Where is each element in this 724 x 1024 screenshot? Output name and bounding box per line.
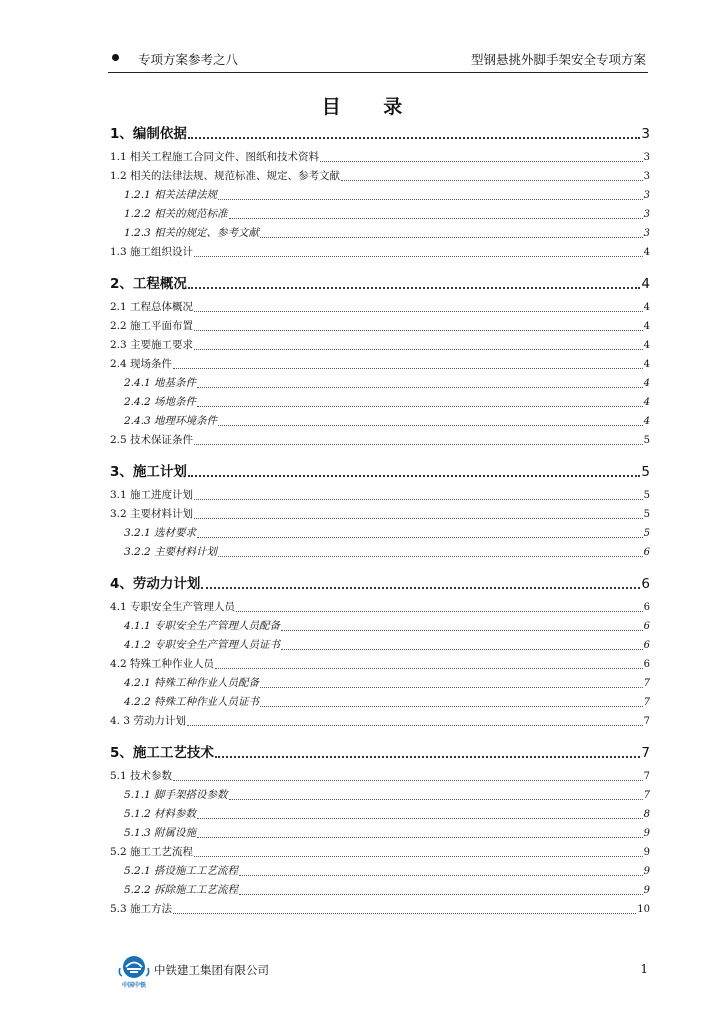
bullet-icon <box>112 54 119 61</box>
company-name: 中铁建工集团有限公司 <box>154 963 269 977</box>
toc-entry-label: 1.3 施工组织设计 <box>110 246 194 258</box>
dot-leader <box>218 425 643 426</box>
toc-entry-level-2[interactable] <box>110 600 650 615</box>
toc-entry-page: 4 <box>643 359 650 370</box>
toc-entry-label: 4.2.1 特殊工种作业人员配备 <box>124 677 260 689</box>
toc-entry-level-3[interactable] <box>110 188 650 203</box>
toc-entry-level-2[interactable] <box>110 657 650 672</box>
dot-leader <box>236 611 643 612</box>
toc-entry-label: 1.2.1 相关法律法规 <box>124 189 218 201</box>
dot-leader <box>187 725 643 726</box>
dot-leader <box>194 499 643 500</box>
toc-entry-label: 1.1 相关工程施工合同文件、图纸和技术资料 <box>110 151 320 163</box>
toc-entry-page: 5 <box>641 464 650 480</box>
dot-leader <box>320 161 643 162</box>
toc-entry-label: 2.1 工程总体概况 <box>110 301 194 313</box>
toc-entry-label: 4、劳动力计划 <box>110 576 201 592</box>
toc-entry-level-3[interactable] <box>110 207 650 222</box>
page-header <box>108 50 648 73</box>
toc-entry-label: 1.2.2 相关的规范标准 <box>124 208 228 220</box>
toc-entry-level-2[interactable] <box>110 902 650 917</box>
dot-leader <box>194 444 643 445</box>
svg-text:中国中铁: 中国中铁 <box>121 982 147 989</box>
toc-entry-label: 2.5 技术保证条件 <box>110 434 194 446</box>
toc-entry-page: 3 <box>643 190 650 201</box>
dot-leader <box>188 287 641 289</box>
toc-entry-page: 3 <box>643 209 650 220</box>
toc-entry-label: 5.1.2 材料参数 <box>124 808 197 820</box>
toc-entry-level-2[interactable] <box>110 300 650 315</box>
toc-entry-page: 5 <box>643 435 650 446</box>
toc-entry-page: 6 <box>643 602 650 613</box>
toc-entry-page: 4 <box>643 416 650 427</box>
toc-entry-label: 2.2 施工平面布置 <box>110 320 194 332</box>
dot-leader <box>201 587 640 589</box>
toc-entry-label: 1、编制依据 <box>110 126 187 142</box>
dot-leader <box>194 311 643 312</box>
toc-entry-level-3[interactable] <box>110 676 650 691</box>
dot-leader <box>197 387 643 388</box>
toc-entry-label: 2.4.3 地理环境条件 <box>124 415 218 427</box>
toc-entry-level-3[interactable] <box>110 788 650 803</box>
toc-entry-label: 5.1.1 脚手架搭设参数 <box>124 789 228 801</box>
toc-entry-level-2[interactable] <box>110 150 650 165</box>
toc-entry-page: 5 <box>643 490 650 501</box>
toc-entry-level-3[interactable] <box>110 826 650 841</box>
toc-entry-label: 3.1 施工进度计划 <box>110 489 194 501</box>
toc-entry-page: 4 <box>643 302 650 313</box>
toc-entry-page: 7 <box>643 678 650 689</box>
toc-entry-level-3[interactable] <box>110 376 650 391</box>
toc-entry-level-3[interactable] <box>110 619 650 634</box>
dot-leader <box>239 894 643 895</box>
toc-entry-level-2[interactable] <box>110 507 650 522</box>
toc-entry-level-3[interactable] <box>110 695 650 710</box>
dot-leader <box>188 137 641 139</box>
toc-entry-label: 5、施工工艺技术 <box>110 745 214 761</box>
dot-leader <box>173 913 636 914</box>
toc-entry-label: 3.2.1 选材要求 <box>124 527 197 539</box>
dot-leader <box>218 199 643 200</box>
toc-entry-page: 5 <box>643 528 650 539</box>
toc-entry-label: 3.2.2 主要材料计划 <box>124 546 218 558</box>
dot-leader <box>218 556 643 557</box>
toc-entry-label: 5.3 施工方法 <box>110 903 173 915</box>
dot-leader <box>260 237 643 238</box>
toc-entry-label: 5.2.2 拆除施工工艺流程 <box>124 884 239 896</box>
dot-leader <box>194 856 643 857</box>
toc-entry-page: 6 <box>643 640 650 651</box>
toc-entry-label: 4.2.2 特殊工种作业人员证书 <box>124 696 260 708</box>
toc-entry-page: 4 <box>643 397 650 408</box>
page-footer <box>112 954 652 994</box>
toc-entry-page: 4 <box>643 340 650 351</box>
toc-entry-page: 7 <box>643 697 650 708</box>
toc-entry-page: 4 <box>643 247 650 258</box>
toc-entry-level-2[interactable] <box>110 245 650 260</box>
toc-entry-page: 5 <box>643 509 650 520</box>
header-right-text: 型钢悬挑外脚手架安全专项方案 <box>470 52 646 67</box>
dot-leader <box>341 180 643 181</box>
dot-leader <box>173 780 643 781</box>
dot-leader <box>197 837 643 838</box>
toc-entry-label: 4.2 特殊工种作业人员 <box>110 658 215 670</box>
toc-entry-page: 7 <box>643 771 650 782</box>
toc-entry-page: 3 <box>641 126 650 142</box>
toc-entry-level-2[interactable] <box>110 845 650 860</box>
toc-entry-level-2[interactable] <box>110 433 650 448</box>
dot-leader <box>239 875 643 876</box>
dot-leader <box>194 518 643 519</box>
toc-entry-page: 9 <box>643 847 650 858</box>
toc-entry-level-3[interactable] <box>110 414 650 429</box>
dot-leader <box>194 349 643 350</box>
toc-entry-level-3[interactable] <box>110 395 650 410</box>
toc-entry-label: 5.1.3 附属设施 <box>124 827 197 839</box>
toc-entry-label: 1.2.3 相关的规定、参考文献 <box>124 227 260 239</box>
toc-entry-label: 4. 3 劳动力计划 <box>110 715 186 727</box>
toc-entry-label: 2.4.1 地基条件 <box>124 377 197 389</box>
dot-leader <box>215 756 641 758</box>
toc-entry-level-2[interactable] <box>110 357 650 372</box>
toc-entry-label: 2.4 现场条件 <box>110 358 173 370</box>
toc-entry-page: 3 <box>643 171 650 182</box>
toc-entry-page: 6 <box>643 621 650 632</box>
toc-entry-label: 2.4.2 场地条件 <box>124 396 197 408</box>
toc-entry-label: 3、施工计划 <box>110 464 187 480</box>
dot-leader <box>173 368 643 369</box>
toc-entry-level-2[interactable] <box>110 714 650 729</box>
toc-entry-level-2[interactable] <box>110 338 650 353</box>
dot-leader <box>197 406 643 407</box>
toc-entry-page: 3 <box>643 228 650 239</box>
toc-entry-page: 4 <box>643 378 650 389</box>
dot-leader <box>229 218 643 219</box>
toc-entry-page: 6 <box>643 547 650 558</box>
toc-title: 目 录 <box>321 96 421 118</box>
toc-entry-level-1[interactable] <box>110 274 650 294</box>
toc-entry-label: 4.1 专职安全生产管理人员 <box>110 601 236 613</box>
dot-leader <box>197 818 643 819</box>
toc-entry-level-3[interactable] <box>110 807 650 822</box>
toc-entry-level-3[interactable] <box>110 638 650 653</box>
dot-leader <box>188 475 641 477</box>
toc-entry-page: 10 <box>637 904 650 915</box>
toc-entry-page: 8 <box>643 809 650 820</box>
toc-entry-page: 7 <box>643 716 650 727</box>
company-logo-icon <box>116 954 152 990</box>
toc-entry-label: 2、工程概况 <box>110 276 187 292</box>
toc-entry-label: 2.3 主要施工要求 <box>110 339 194 351</box>
toc-entry-label: 4.1.2 专职安全生产管理人员证书 <box>124 639 281 651</box>
toc-entry-page: 4 <box>643 321 650 332</box>
toc-entry-level-2[interactable] <box>110 319 650 334</box>
toc-entry-label: 3.2 主要材料计划 <box>110 508 194 520</box>
toc-entry-level-2[interactable] <box>110 769 650 784</box>
toc-entry-page: 6 <box>641 576 650 592</box>
page-number: 1 <box>640 962 648 976</box>
header-left-text: 专项方案参考之八 <box>138 52 239 67</box>
dot-leader <box>281 649 643 650</box>
dot-leader <box>194 330 643 331</box>
toc-entry-page: 9 <box>643 828 650 839</box>
toc-entry-label: 1.2 相关的法律法规、规范标准、规定、参考文献 <box>110 170 341 182</box>
dot-leader <box>197 537 643 538</box>
toc-entry-level-1[interactable] <box>110 574 650 594</box>
toc-entry-page: 7 <box>641 745 650 761</box>
toc-entry-level-3[interactable] <box>110 883 650 898</box>
toc-entry-label: 5.2 施工工艺流程 <box>110 846 194 858</box>
dot-leader <box>215 668 643 669</box>
toc-entry-level-3[interactable] <box>110 545 650 560</box>
dot-leader <box>260 687 643 688</box>
toc-entry-level-2[interactable] <box>110 169 650 184</box>
dot-leader <box>229 799 643 800</box>
toc-entry-level-3[interactable] <box>110 226 650 241</box>
toc-entry-level-3[interactable] <box>110 526 650 541</box>
toc-entry-label: 5.1 技术参数 <box>110 770 173 782</box>
toc-entry-level-1[interactable] <box>110 462 650 482</box>
toc-entry-page: 3 <box>643 152 650 163</box>
toc-entry-label: 4.1.1 专职安全生产管理人员配备 <box>124 620 281 632</box>
toc-entry-level-1[interactable] <box>110 124 650 144</box>
toc-entry-level-1[interactable] <box>110 743 650 763</box>
toc-entry-page: 9 <box>643 866 650 877</box>
toc-entry-page: 7 <box>643 790 650 801</box>
toc-entry-page: 6 <box>643 659 650 670</box>
dot-leader <box>281 630 643 631</box>
toc-entry-page: 4 <box>641 276 650 292</box>
dot-leader <box>260 706 643 707</box>
toc-entry-label: 5.2.1 搭设施工工艺流程 <box>124 865 239 877</box>
toc-entry-level-2[interactable] <box>110 488 650 503</box>
dot-leader <box>194 256 643 257</box>
toc-entry-page: 9 <box>643 885 650 896</box>
toc-entry-level-3[interactable] <box>110 864 650 879</box>
